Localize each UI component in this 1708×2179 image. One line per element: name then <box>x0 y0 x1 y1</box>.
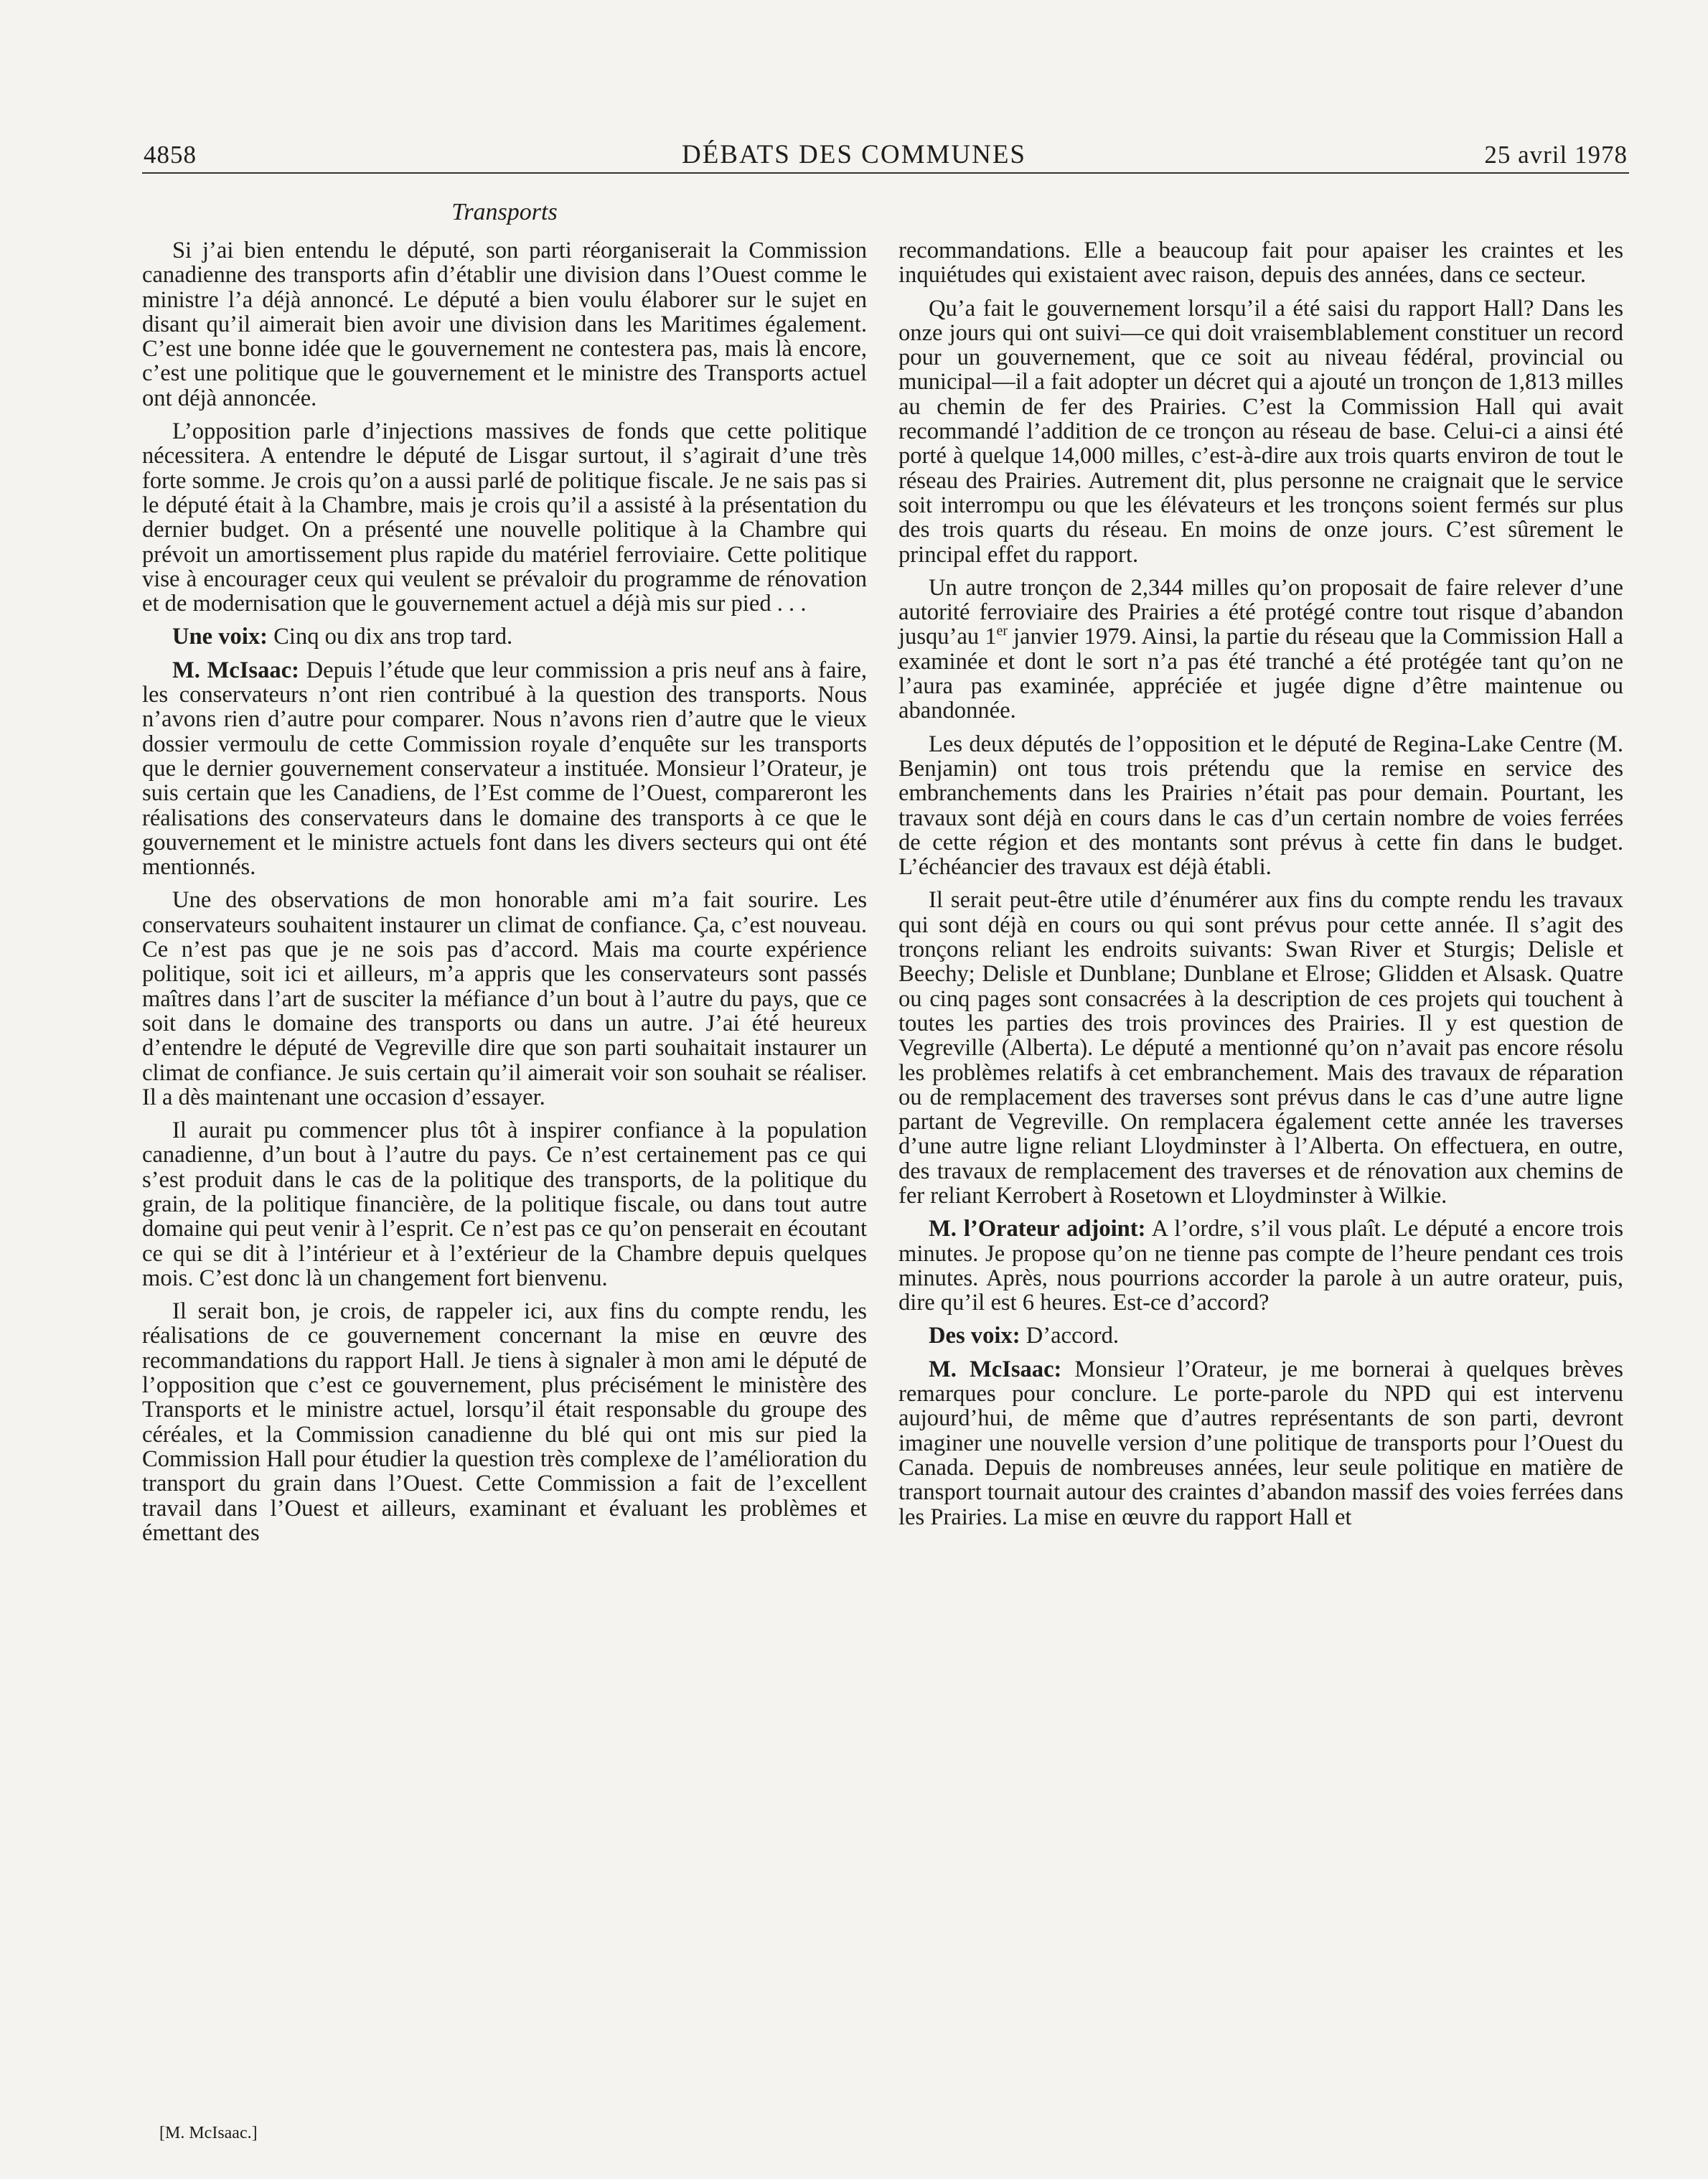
speaker-name: Une voix: <box>172 624 268 650</box>
right-column <box>898 238 1623 1538</box>
paragraph <box>898 888 1623 1208</box>
paragraph <box>898 732 1623 880</box>
paragraph <box>142 1118 867 1290</box>
left-column <box>142 238 867 1554</box>
paragraph-text: Un autre tronçon de 2,344 milles qu’on proposait de faire relever d’une autorité ferroviaire des Prairies a été protégé contre tout risque d’abandon jusqu’au 1 <box>898 574 1623 650</box>
paragraph-text: Monsieur l’Orateur, je me bornerai à quelques brèves remarques pour conclure. Le porte-parole du NPD qui est intervenu aujourd’hui, de même que d’autres représentants de son parti, devront imaginer une nouvelle version d’une politique de transports pour l’Ouest du Canada. Depuis de nombreuses années, leur seule politique en matière de transport tournait autour des craintes d’abandon massif des voies ferrées dans les Prairies. La mise en œuvre du rapport Hall et <box>898 1356 1623 1530</box>
paragraph <box>142 888 867 1110</box>
header-rule <box>142 172 1629 174</box>
paragraph <box>898 576 1623 723</box>
paragraph-text: Il serait bon, je crois, de rappeler ici, aux fins du compte rendu, les réalisations de ce gouvernement concernant la mise en œuvre des recommandations du rapport Hall. Je tiens à signaler à mon ami le député de l’opposition que c’est ce gouvernement, plus précisément le ministère des Transports et le ministre actuel, lorsqu’il était responsable du groupe des céréales, et la Commission canadienne du blé qui ont mis sur pied la Commission Hall pour étudier la question très complexe de l’amélioration du transport du grain dans l’Ouest. Cette Commission a fait de l’excellent travail dans l’Ouest et ailleurs, examinant et évaluant les problèmes et émettant des <box>142 1298 867 1546</box>
paragraph <box>142 238 867 411</box>
paragraph-text: Une des observations de mon honorable ami m’a fait sourire. Les conservateurs souhaitent instaurer un climat de confiance. Ça, c’est nouveau. Ce n’est pas que je ne sois pas d’accord. Mais ma courte expérience politique, soit ici et ailleurs, m’a appris que les conservateurs sont passés maîtres dans l’art de susciter la méfiance d’un bout à l’autre du pays, que ce soit dans le domaine des transports ou dans un autre. J’ai été heureux d’entendre le député de Vegreville dire que son parti souhaitait instaurer un climat de confiance. Je suis certain qu’il aimerait voir son souhait se réaliser. Il a dès maintenant une occasion d’essayer. <box>142 887 867 1110</box>
paragraph <box>898 1323 1623 1348</box>
paragraph-text-continued: janvier 1979. Ainsi, la partie du réseau que la Commission Hall a examinée et dont le sort n’a pas été tranché a été protégée tant qu’on ne l’aura pas examinée, appréciée et jugée digne d’être maintenue ou abandonnée. <box>898 624 1623 724</box>
paragraph <box>142 624 867 649</box>
paragraph <box>142 658 867 880</box>
paragraph <box>898 238 1623 288</box>
paragraph-text: L’opposition parle d’injections massives de fonds que cette politique nécessitera. A entendre le député de Lisgar surtout, il s’agirait d’une très forte somme. Je crois qu’on a aussi parlé de politique fiscale. Je ne sais pas si le député était à la Chambre, mais je crois qu’il a assisté à la présentation du dernier budget. On a présenté une nouvelle politique à la Chambre qui prévoit un amortissement plus rapide du matériel ferroviaire. Cette politique vise à encourager ceux qui veulent se prévaloir du programme de rénovation et de modernisation que le gouvernement actuel a déjà mis sur pied . . . <box>142 418 867 617</box>
speaker-footer-tag: [M. McIsaac.] <box>159 2124 258 2142</box>
paragraph-text: Depuis l’étude que leur commission a pris neuf ans à faire, les conservateurs n’ont rien contribué à la question des transports. Nous n’avons rien d’autre pour comparer. Nous n’avons rien d’autre que le vieux dossier vermoulu de cette Commission royale d’enquête sur les transports que le dernier gouvernement conservateur a instituée. Monsieur l’Orateur, je suis certain que les Canadiens, de l’Est comme de l’Ouest, compareront les réalisations des conservateurs dans le domaine des transports à ce que le gouvernement et le ministre actuels font dans les divers secteurs qui ont été mentionnés. <box>142 657 867 881</box>
page-date: 25 avril 1978 <box>1484 141 1628 169</box>
section-title: Transports <box>451 199 558 225</box>
paragraph-text: Si j’ai bien entendu le député, son parti réorganiserait la Commission canadienne des transports afin d’établir une division dans l’Ouest comme le ministre l’a déjà annoncé. Le député a bien voulu élaborer sur le sujet en disant qu’il aimerait bien avoir une division dans les Maritimes également. C’est une bonne idée que le gouvernement ne contestera pas, mais là encore, c’est une politique que le gouvernement et le ministre des Transports actuel ont déjà annoncée. <box>142 238 867 411</box>
paragraph-text: Qu’a fait le gouvernement lorsqu’il a été saisi du rapport Hall? Dans les onze jours qui ont suivi—ce qui doit vraisemblablement constituer un record pour un gouvernement, que ce soit au niveau fédéral, provincial ou municipal—il a fait adopter un décret qui a ajouté un tronçon de 1,813 milles au chemin de fer des Prairies. C’est la Commission Hall qui avait recommandé l’addition de ce tronçon au réseau de base. Celui-ci a ainsi été porté à quelque 14,000 milles, c’est-à-dire aux trois quarts environ de tout le réseau des Prairies. Autrement dit, plus personne ne craignait que le service soit interrompu ou que les élévateurs et les tronçons soient fermés sur plus des trois quarts du réseau. En moins de onze jours. C’est sûrement le principal effet du rapport. <box>898 295 1623 568</box>
paragraph <box>898 1357 1623 1529</box>
paragraph <box>898 1217 1623 1315</box>
speaker-name: M. McIsaac: <box>172 657 299 683</box>
speaker-name: Des voix: <box>929 1323 1020 1349</box>
paragraph-text: Cinq ou dix ans trop tard. <box>268 624 513 650</box>
paragraph-text: Les deux députés de l’opposition et le député de Regina-Lake Centre (M. Benjamin) ont tous trois prétendu que la remise en service des embranchements dans les Prairies n’était pas pour demain. Pourtant, les travaux sont déjà en cours dans le cas d’un certain nombre de voies ferrées de cette région et des montants sont prévus à cette fin dans le budget. L’échéancier des travaux est déjà établi. <box>898 731 1623 881</box>
paragraph-text: recommandations. Elle a beaucoup fait pour apaiser les craintes et les inquiétudes qui existaient avec raison, depuis des années, dans ce secteur. <box>898 238 1623 289</box>
paragraph <box>142 1299 867 1545</box>
page-number: 4858 <box>144 141 197 169</box>
speaker-name: M. l’Orateur adjoint: <box>929 1216 1146 1242</box>
paragraph <box>898 296 1623 567</box>
speaker-name: M. McIsaac: <box>929 1356 1062 1382</box>
paragraph <box>142 419 867 616</box>
paragraph-text: D’accord. <box>1020 1323 1120 1349</box>
paragraph-text: Il aurait pu commencer plus tôt à inspirer confiance à la population canadienne, d’un bout à l’autre du pays. Ce n’est certainement pas ce qui s’est produit dans le cas de la politique des transports, de la politique du grain, de la politique financière, de la politique fiscale, ou dans tout autre domaine qui peut venir à l’esprit. Ce n’est pas ce qu’on penserait en écoutant ce qui se dit à l’intérieur et à l’extérieur de la Chambre depuis quelques mois. C’est donc là un changement fort bienvenu. <box>142 1117 867 1291</box>
paragraph-text: A l’ordre, s’il vous plaît. Le député a encore trois minutes. Je propose qu’on ne tienne pas compte de l’heure pendant ces trois minutes. Après, nous pourrions accorder la parole à un autre orateur, puis, dire qu’il est 6 heures. Est-ce d’accord? <box>898 1216 1623 1316</box>
ordinal-superscript: er <box>996 624 1008 639</box>
publication-title: DÉBATS DES COMMUNES <box>681 140 1026 169</box>
paragraph-text: Il serait peut-être utile d’énumérer aux fins du compte rendu les travaux qui sont déjà en cours ou qui sont prévus pour cette année. Il s’agit des tronçons reliant les endroits suivants: Swan River et Sturgis; Delisle et Beechy; Delisle et Dunblane; Dunblane et Elrose; Glidden et Alsask. Quatre ou cinq pages sont consacrées à la description de ces projets qui touchent à toutes les parties des trois provinces des Prairies. Il y est question de Vegreville (Alberta). Le député a mentionné qu’on n’avait pas encore résolu les problèmes relatifs à cet embranchement. Mais des travaux de réparation ou de remplacement des traverses sont prévus dans le cas d’une autre ligne partant de Vegreville. On remplacera également cette année les traverses d’une autre ligne reliant Lloydminster à l’Alberta. On effectuera, en outre, des travaux de remplacement des traverses et de rénovation aux chemins de fer reliant Kerrobert à Rosetown et Lloydminster à Wilkie. <box>898 887 1623 1209</box>
